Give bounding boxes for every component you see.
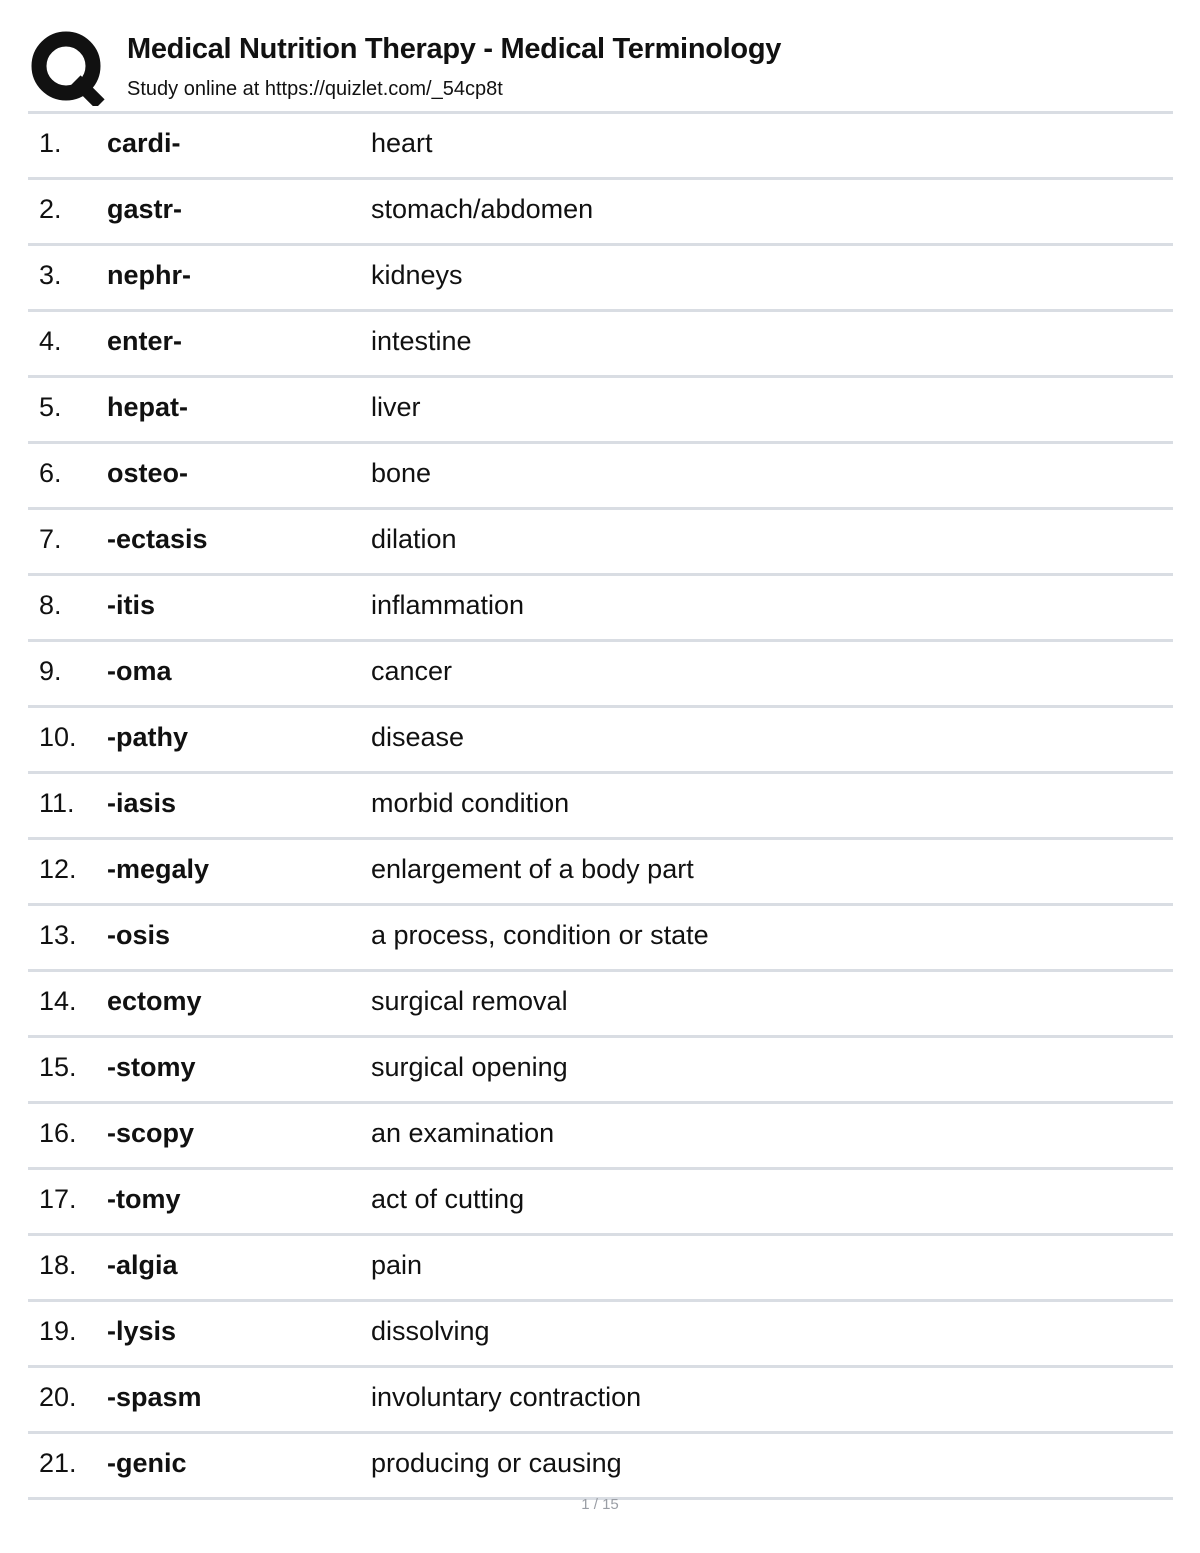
term-row (28, 1170, 1173, 1236)
study-link-text: Study online at https://quizlet.com/_54cp8t (127, 78, 503, 100)
definition-text: disease (371, 722, 465, 752)
row-number: 13. (39, 920, 77, 950)
term-text: -scopy (107, 1118, 195, 1148)
definition-text: producing or causing (371, 1448, 622, 1478)
term-row (28, 246, 1173, 312)
flashcard-list (28, 111, 1173, 1500)
term-row (28, 708, 1173, 774)
quizlet-logo-icon (30, 30, 106, 106)
row-number: 12. (39, 854, 77, 884)
term-text: -itis (107, 590, 156, 620)
definition-text: dissolving (371, 1316, 490, 1346)
row-number: 2. (39, 194, 62, 224)
row-number: 8. (39, 590, 62, 620)
term-row (28, 114, 1173, 180)
row-number: 5. (39, 392, 62, 422)
term-text: -algia (107, 1250, 178, 1280)
definition-text: an examination (371, 1118, 555, 1148)
definition-text: surgical removal (371, 986, 568, 1016)
row-number: 3. (39, 260, 62, 290)
definition-text: pain (371, 1250, 423, 1280)
term-row (28, 444, 1173, 510)
definition-text: inflammation (371, 590, 525, 620)
term-text: -ectasis (107, 524, 208, 554)
term-row (28, 1434, 1173, 1500)
term-text: -megaly (107, 854, 210, 884)
definition-text: surgical opening (371, 1052, 568, 1082)
term-row (28, 906, 1173, 972)
term-text: -spasm (107, 1382, 202, 1412)
term-row (28, 312, 1173, 378)
row-number: 20. (39, 1382, 77, 1412)
row-number: 1. (39, 128, 62, 158)
row-number: 11. (39, 788, 75, 818)
term-text: -pathy (107, 722, 188, 752)
row-number: 21. (39, 1448, 77, 1478)
term-row (28, 180, 1173, 246)
definition-text: cancer (371, 656, 453, 686)
definition-text: involuntary contraction (371, 1382, 642, 1412)
term-text: -genic (107, 1448, 187, 1478)
page-indicator: 1 / 15 (581, 1496, 619, 1513)
row-number: 15. (39, 1052, 77, 1082)
row-number: 19. (39, 1316, 77, 1346)
term-text: -tomy (107, 1184, 181, 1214)
term-text: cardi- (107, 128, 181, 158)
term-row (28, 378, 1173, 444)
term-row (28, 840, 1173, 906)
document-title: Medical Nutrition Therapy - Medical Terminology (127, 33, 782, 65)
term-row (28, 1038, 1173, 1104)
row-number: 16. (39, 1118, 77, 1148)
definition-text: enlargement of a body part (371, 854, 694, 884)
term-row (28, 510, 1173, 576)
term-text: hepat- (107, 392, 188, 422)
definition-text: dilation (371, 524, 457, 554)
row-number: 14. (39, 986, 77, 1016)
term-text: -osis (107, 920, 171, 950)
row-number: 17. (39, 1184, 77, 1214)
term-text: gastr- (107, 194, 183, 224)
definition-text: morbid condition (371, 788, 570, 818)
row-number: 10. (39, 722, 77, 752)
term-text: -iasis (107, 788, 177, 818)
term-row (28, 576, 1173, 642)
term-text: enter- (107, 326, 183, 356)
term-text: osteo- (107, 458, 188, 488)
definition-text: bone (371, 458, 432, 488)
row-container (28, 114, 1173, 1500)
definition-text: stomach/abdomen (371, 194, 594, 224)
term-row (28, 1236, 1173, 1302)
term-row (28, 774, 1173, 840)
row-number: 6. (39, 458, 62, 488)
term-row (28, 1302, 1173, 1368)
definition-text: heart (371, 128, 433, 158)
definition-text: a process, condition or state (371, 920, 709, 950)
row-number: 18. (39, 1250, 77, 1280)
definition-text: act of cutting (371, 1184, 525, 1214)
definition-text: liver (371, 392, 421, 422)
definition-text: intestine (371, 326, 472, 356)
term-row (28, 1368, 1173, 1434)
row-number: 7. (39, 524, 62, 554)
term-text: ectomy (107, 986, 202, 1016)
term-text: -lysis (107, 1316, 177, 1346)
term-row (28, 1104, 1173, 1170)
definition-text: kidneys (371, 260, 463, 290)
term-text: nephr- (107, 260, 191, 290)
term-text: -stomy (107, 1052, 196, 1082)
row-number: 4. (39, 326, 62, 356)
row-number: 9. (39, 656, 62, 686)
term-text: -oma (107, 656, 172, 686)
term-row (28, 972, 1173, 1038)
term-row (28, 642, 1173, 708)
